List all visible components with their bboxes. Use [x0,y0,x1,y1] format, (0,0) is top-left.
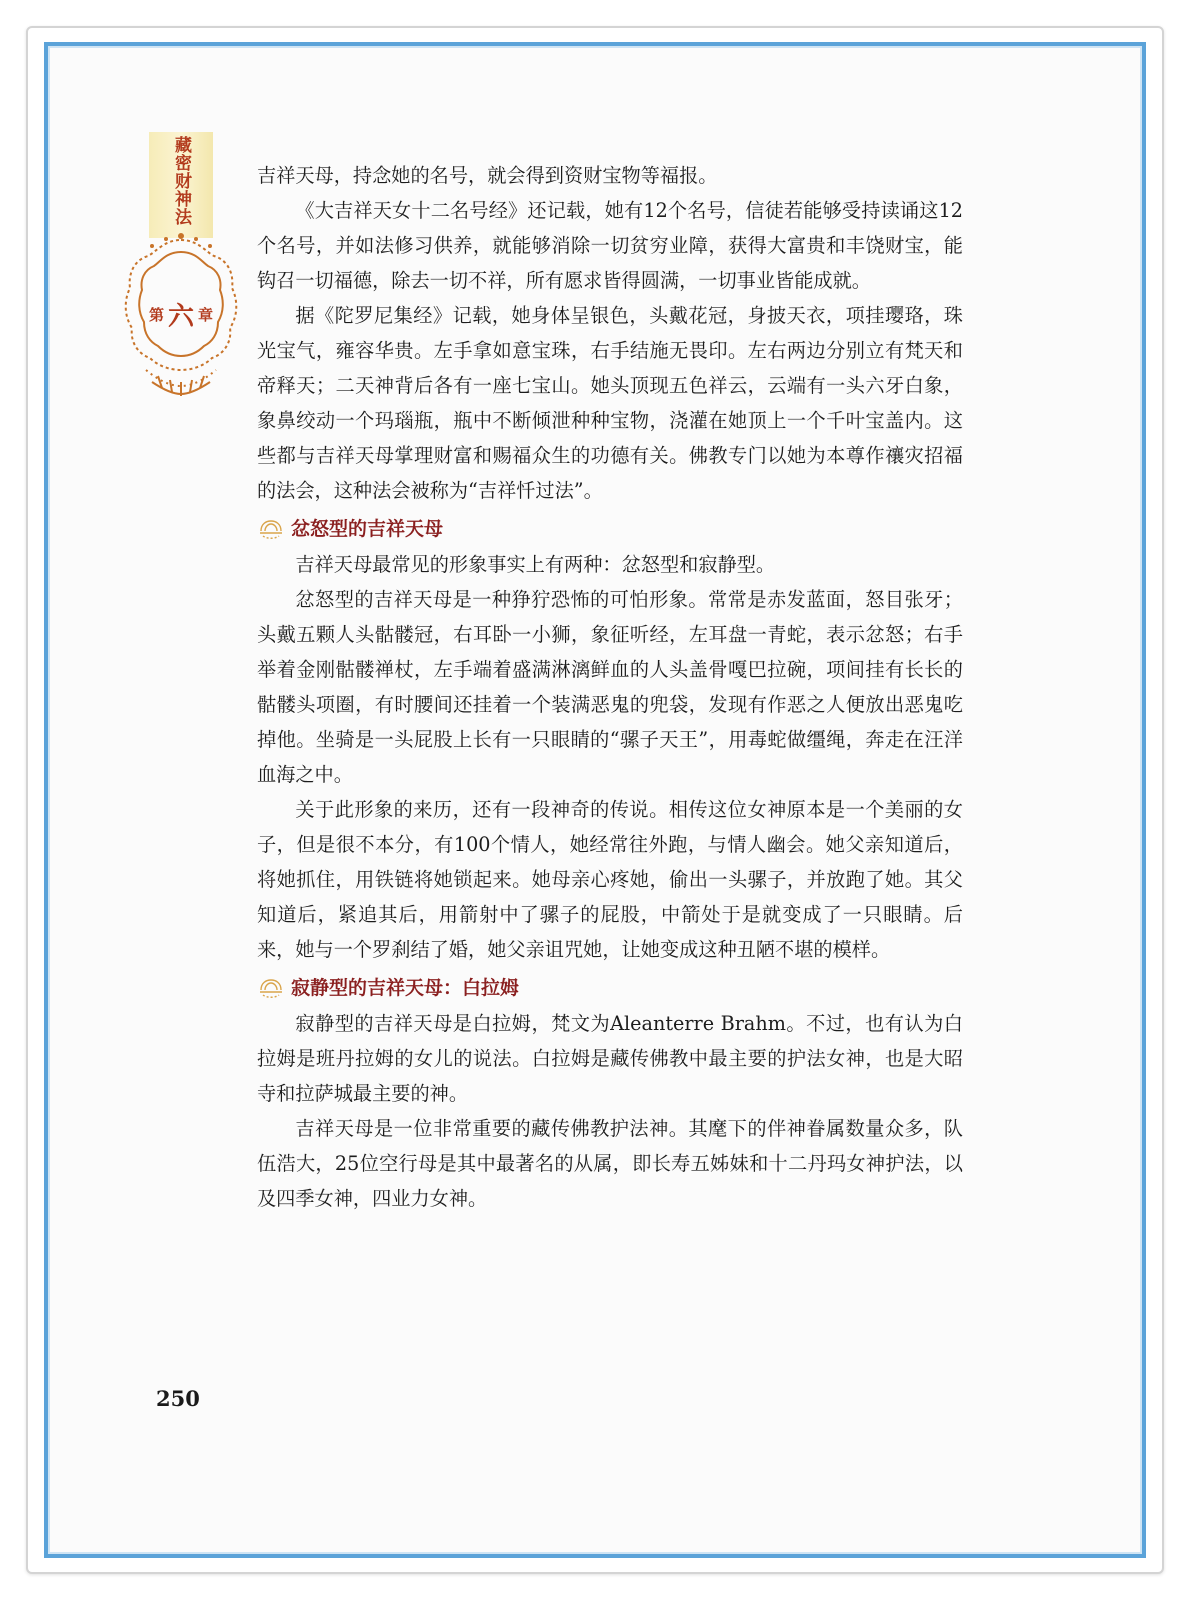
paragraph: 关于此形象的来历，还有一段神奇的传说。相传这位女神原本是一个美丽的女子，但是很不本分，有100个情人，她经常往外跑，与情人幽会。她父亲知道后，将她抓住，用铁链将她锁起来。她母亲心疼她，偷出一头骡子，并放跑了她。其父知道后，紧追其后，用箭射中了骡子的屁股，中箭处于是就变成了一只眼睛。后来，她与一个罗刹结了婚，她父亲诅咒她，让她变成这种丑陋不堪的模样。 [257,798,963,961]
section-title: 寂静型的吉祥天母：白拉姆 [291,977,520,999]
side-tab [149,132,213,238]
chapter-prefix: 第 [148,306,164,324]
paragraph: 吉祥天母最常见的形象事实上有两种：忿怒型和寂静型。 [295,553,776,576]
section-title: 忿怒型的吉祥天母 [291,518,444,540]
side-tab-title: 藏密财神法 [171,136,191,226]
paragraph: 忿怒型的吉祥天母是一种狰狞恐怖的可怕形象。常常是赤发蓝面，怒目张牙；头戴五颗人头骷髅冠，右耳卧一小狮，象征听经，左耳盘一青蛇，表示忿怒；右手举着金刚骷髅禅杖，左手端着盛满淋漓鲜血的人头盖骨嘎巴拉碗，项间挂有长长的骷髅头项圈，有时腰间还挂着一个装满恶鬼的兜袋，发现有作恶之人便放出恶鬼吃掉他。坐骑是一头屁股上长有一只眼睛的“骡子天王”，用毒蛇做缰绳，奔走在汪洋血海之中。 [257,588,963,786]
main-text [257,158,963,1216]
chapter-suffix: 章 [198,306,214,324]
chapter-label [118,296,244,333]
paragraph: 吉祥天母是一位非常重要的藏传佛教护法神。其麾下的伴神眷属数量众多，队伍浩大，25位空行母是其中最著名的从属，即长寿五姊妹和十二丹玛女神护法，以及四季女神，四业力女神。 [257,1117,963,1210]
paragraph: 寂静型的吉祥天母是白拉姆，梵文为Aleanterre Brahm。不过，也有认为白拉姆是班丹拉姆的女儿的说法。白拉姆是藏传佛教中最主要的护法女神，也是大昭寺和拉萨城最主要的神。 [257,1012,963,1105]
chapter-number: 六 [167,302,194,332]
section-heading-wrathful [257,512,963,547]
page-number: 250 [156,1386,200,1411]
lotus-bullet-icon [257,978,285,1000]
paragraph: 吉祥天母，持念她的名号，就会得到资财宝物等福报。 [257,164,718,187]
paragraph: 据《陀罗尼集经》记载，她身体呈银色，头戴花冠，身披天衣，项挂璎珞，珠光宝气，雍容华贵。左手拿如意宝珠，右手结施无畏印。左右两边分别立有梵天和帝释天；二天神背后各有一座七宝山。她头顶现五色祥云，云端有一头六牙白象，象鼻绞动一个玛瑙瓶，瓶中不断倾泄种种宝物，浇灌在她顶上一个千叶宝盖内。这些都与吉祥天母掌理财富和赐福众生的功德有关。佛教专门以她为本尊作禳灾招福的法会，这种法会被称为“吉祥忏过法”。 [257,304,963,502]
paragraph: 《大吉祥天女十二名号经》还记载，她有12个名号，信徒若能够受持读诵这12个名号，并如法修习供养，就能够消除一切贫穷业障，获得大富贵和丰饶财宝，能钩召一切福德，除去一切不祥，所有愿求皆得圆满，一切事业皆能成就。 [257,199,963,292]
lotus-bullet-icon [257,519,285,541]
section-heading-peaceful [257,971,963,1006]
